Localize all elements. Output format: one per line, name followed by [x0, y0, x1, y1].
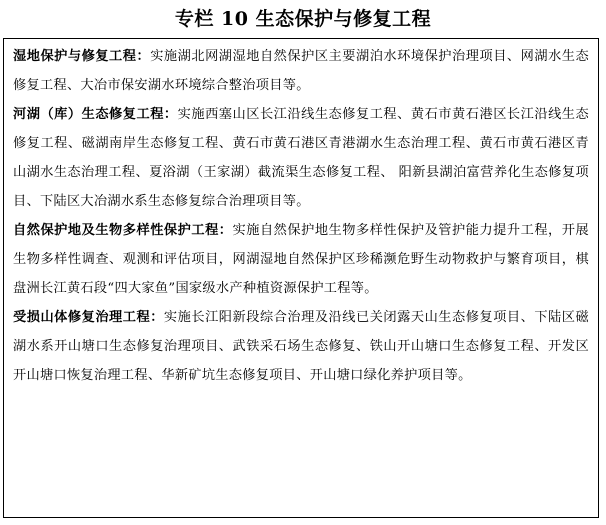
section-river-lake	[13, 100, 589, 216]
section-wetland	[13, 42, 589, 100]
section-heading: 自然保护地及生物多样性保护工程：	[13, 223, 233, 238]
panel-title: 专栏 10 生态保护与修复工程	[174, 8, 432, 30]
section-body: 实施长江阳新段综合治理及沿线已关闭露天山生态修复项目、下陆区磁湖水系开山塘口生态修复治理项目、武铁采石场生态修复、铁山开山塘口生态修复工程、开发区开山塘口恢复治理工程、华新矿坑生态修复项目、开山塘口绿化养护项目等。	[13, 310, 589, 383]
section-heading: 受损山体修复治理工程：	[13, 310, 164, 325]
section-body: 实施自然保护地生物多样性保护及管护能力提升工程，开展生物多样性调查、观测和评估项目，网湖湿地自然保护区珍稀濒危野生动物救护与繁育项目，棋盘洲长江黄石段“四大家鱼”国家级水产种植资源保护工程等。	[13, 223, 589, 296]
section-heading: 河湖（库）生态修复工程：	[13, 107, 178, 122]
section-body: 实施湖北网湖湿地自然保护区主要湖泊水环境保护治理项目、网湖水生态修复工程、大冶市保安湖水环境综合整治项目等。	[13, 49, 589, 93]
section-heading: 湿地保护与修复工程：	[13, 49, 151, 64]
content-box	[3, 38, 599, 518]
section-mountain	[13, 303, 589, 390]
section-body: 实施西塞山区长江沿线生态修复工程、黄石市黄石港区长江沿线生态修复工程、磁湖南岸生态修复工程、黄石市黄石港区青港湖水生态治理工程、黄石市黄石港区青山湖水生态治理工程、夏浴湖（王家湖）截流渠生态修复工程、 阳新县湖泊富营养化生态修复项目、下陆区大冶湖水系生态修复综合治理项目等。	[13, 107, 589, 209]
section-biodiversity	[13, 216, 589, 303]
